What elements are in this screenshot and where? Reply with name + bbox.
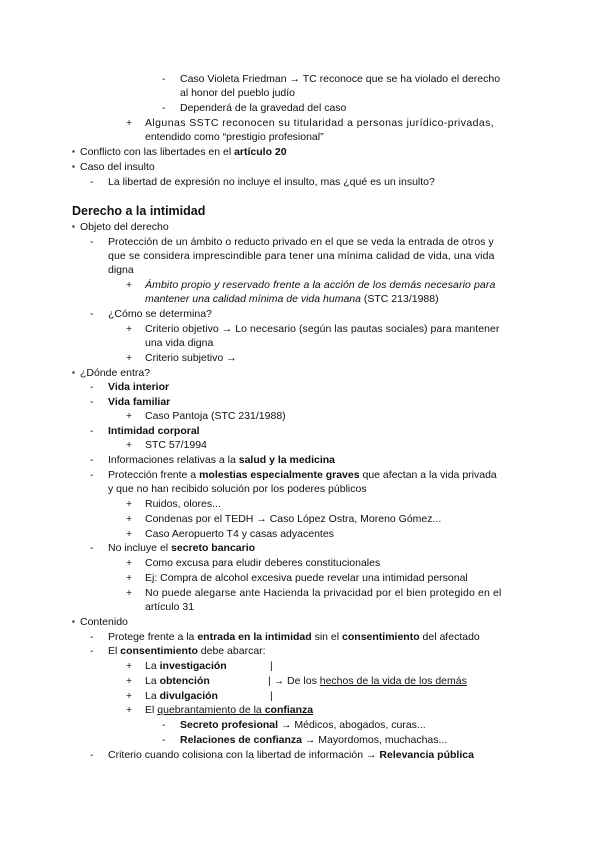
list-item: ¿Cómo se determina? <box>108 308 212 320</box>
list-item: Algunas SSTC reconocen su titularidad a personas jurídico-privadas, <box>145 117 495 129</box>
list-item: Criterio objetivo → Lo necesario (según las pautas sociales) para mantener <box>145 323 500 335</box>
list-item: Condenas por el TEDH → Caso López Ostra, Moreno Gómez... <box>145 513 442 525</box>
list-item: STC 57/1994 <box>145 439 207 451</box>
bullet-marker: ▪ <box>72 617 75 626</box>
list-item: Caso Pantoja (STC 231/1988) <box>145 410 286 422</box>
dash-marker: - <box>90 396 94 408</box>
list-item: Informaciones relativas a la salud y la medicina <box>108 454 336 466</box>
dash-marker: - <box>90 469 94 481</box>
list-item-continuation: digna <box>108 264 134 276</box>
dash-marker: - <box>90 425 94 437</box>
plus-marker: + <box>126 513 133 525</box>
list-item: La obtención <box>145 675 210 687</box>
dash-marker: - <box>90 631 94 643</box>
plus-marker: + <box>126 352 133 364</box>
plus-marker: + <box>126 439 133 451</box>
list-item: Contenido <box>80 616 128 628</box>
plus-marker: + <box>126 498 133 510</box>
plus-marker: + <box>126 572 133 584</box>
list-item-continuation: que se considera imprescindible para tener una mínima calidad de vida, una vida <box>108 250 495 262</box>
plus-marker: + <box>126 323 133 335</box>
list-item: No incluye el secreto bancario <box>108 542 256 554</box>
plus-marker: + <box>126 117 133 129</box>
section-heading: Derecho a la intimidad <box>72 204 206 218</box>
list-item-continuation: mantener una calidad mínima de vida humana (STC 213/1988) <box>145 293 439 305</box>
list-item: Vida familiar <box>108 396 171 408</box>
plus-marker: + <box>126 690 133 702</box>
bullet-marker: ▪ <box>72 368 75 377</box>
list-item-continuation: entendido como “prestigio profesional” <box>145 131 324 143</box>
list-item: La investigación <box>145 660 227 672</box>
bullet-marker: ▪ <box>72 147 75 156</box>
list-item: El consentimiento debe abarcar: <box>108 645 266 657</box>
list-item: Secreto profesional → Médicos, abogados, curas... <box>180 719 426 731</box>
list-item: Caso del insulto <box>80 161 155 173</box>
list-item: No puede alegarse ante Hacienda la privacidad por el bien protegido en el <box>145 587 502 599</box>
list-item: Criterio subjetivo → <box>145 352 237 364</box>
list-item: Intimidad corporal <box>108 425 200 437</box>
list-item: Dependerá de la gravedad del caso <box>180 102 347 114</box>
list-item: Conflicto con las libertades en el artículo 20 <box>80 146 287 158</box>
dash-marker: - <box>90 749 94 761</box>
list-item: Ej: Compra de alcohol excesiva puede revelar una intimidad personal <box>145 572 468 584</box>
bullet-marker: ▪ <box>72 222 75 231</box>
list-item: Relaciones de confianza → Mayordomos, muchachas... <box>180 734 448 746</box>
list-item-note: | → De los hechos de la vida de los demás <box>268 675 467 687</box>
dash-marker: - <box>90 236 94 248</box>
dash-marker: - <box>90 645 94 657</box>
list-item: Ruidos, olores... <box>145 498 221 510</box>
plus-marker: + <box>126 279 133 291</box>
plus-marker: + <box>126 660 133 672</box>
list-item-continuation: al honor del pueblo judío <box>180 87 296 99</box>
list-item: El quebrantamiento de la confianza <box>145 704 314 716</box>
list-item: La divulgación <box>145 690 218 702</box>
plus-marker: + <box>126 528 133 540</box>
list-item-continuation: y que no han recibido solución por los poderes públicos <box>108 483 367 495</box>
dash-marker: - <box>90 542 94 554</box>
list-item: Objeto del derecho <box>80 221 169 233</box>
list-item: La libertad de expresión no incluye el insulto, mas ¿qué es un insulto? <box>108 176 435 188</box>
bullet-marker: ▪ <box>72 162 75 171</box>
list-item: Protección de un ámbito o reducto privado en el que se veda la entrada de otros y <box>108 236 494 248</box>
list-item-continuation: una vida digna <box>145 337 214 349</box>
list-item: Ámbito propio y reservado frente a la acción de los demás necesario para <box>145 279 496 291</box>
dash-marker: - <box>162 73 166 85</box>
dash-marker: - <box>162 102 166 114</box>
list-item: Protege frente a la entrada en la intimidad sin el consentimiento del afectado <box>108 631 480 643</box>
dash-marker: - <box>162 719 166 731</box>
separator-pipe: | <box>270 660 273 672</box>
list-item: Caso Violeta Friedman → TC reconoce que se ha violado el derecho <box>180 73 501 85</box>
plus-marker: + <box>126 410 133 422</box>
list-item: Criterio cuando colisiona con la libertad de información → Relevancia pública <box>108 749 474 761</box>
plus-marker: + <box>126 675 133 687</box>
dash-marker: - <box>90 308 94 320</box>
list-item: Caso Aeropuerto T4 y casas adyacentes <box>145 528 334 540</box>
plus-marker: + <box>126 704 133 716</box>
list-item: Protección frente a molestias especialmente graves que afectan a la vida privada <box>108 469 497 481</box>
list-item: Vida interior <box>108 381 170 393</box>
list-item: Como excusa para eludir deberes constitucionales <box>145 557 381 569</box>
dash-marker: - <box>90 454 94 466</box>
list-item: ¿Dónde entra? <box>80 367 151 379</box>
list-item-continuation: artículo 31 <box>145 601 195 613</box>
plus-marker: + <box>126 587 133 599</box>
plus-marker: + <box>126 557 133 569</box>
dash-marker: - <box>162 734 166 746</box>
dash-marker: - <box>90 381 94 393</box>
dash-marker: - <box>90 176 94 188</box>
separator-pipe: | <box>270 690 273 702</box>
